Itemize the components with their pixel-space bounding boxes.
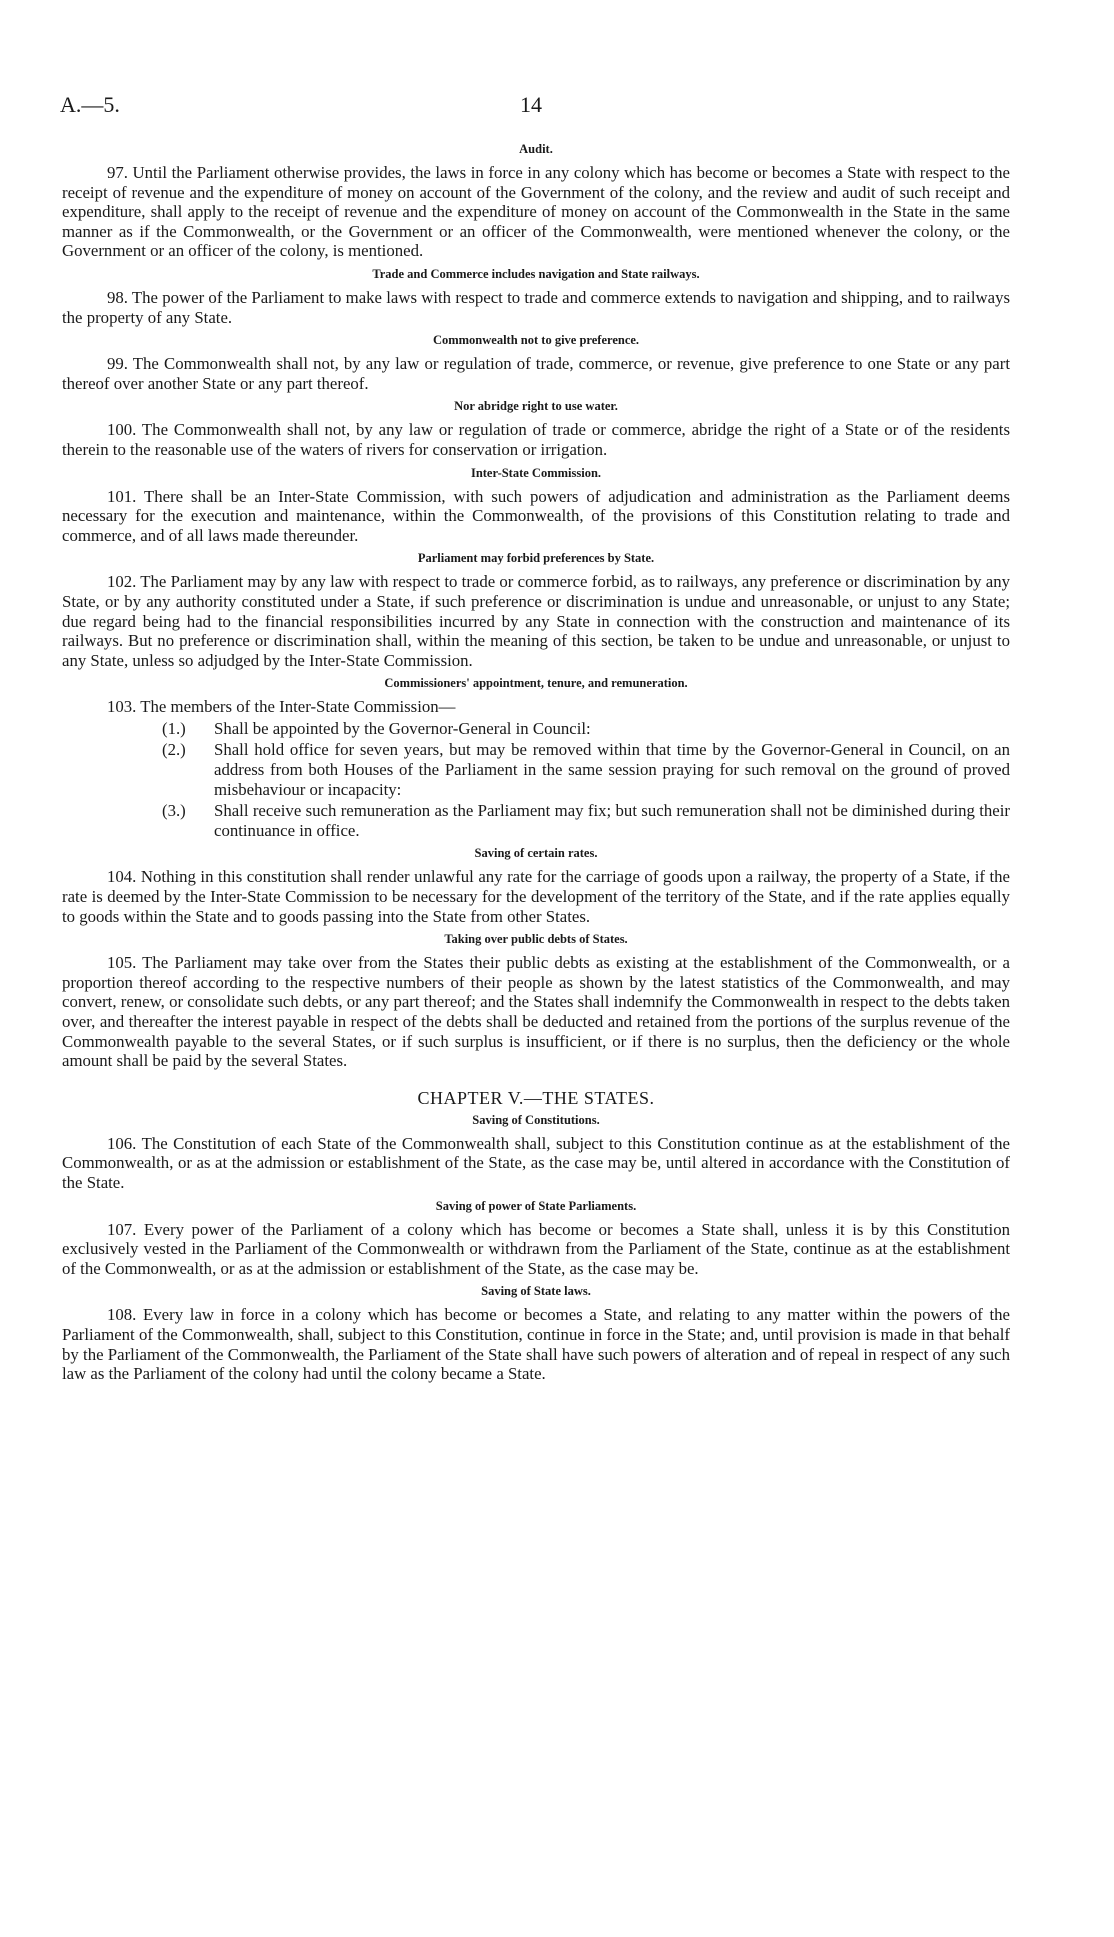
side-heading-trade-commerce: Trade and Commerce includes navigation and State railways. — [372, 266, 700, 281]
side-heading-public-debts: Taking over public debts of States. — [444, 932, 628, 947]
side-heading-audit: Audit. — [519, 142, 553, 156]
side-heading-saving-constitutions: Saving of Constitutions. — [472, 1112, 600, 1127]
item-number: (2.) — [162, 740, 186, 760]
section-103-item — [62, 740, 1010, 799]
chapter-title: CHAPTER V.—THE STATES. — [417, 1087, 655, 1108]
section-105: 105. The Parliament may take over from the States their public debts as existing at the establishment of the Commonwealth, or a proportion thereof according to the respective numbers of their people as shown by the latest statistics of the Commonwealth, and may convert, renew, or consolidate such debts, or any part thereof; and the States shall indemnify the Commonwealth in respect to the debts taken over, and thereafter the interest payable in respect of the debts shall be deducted and retained from the portions of the surplus revenue of the Commonwealth payable to the several States, or if such surplus is insufficient, or if there is no surplus, then the deficiency or the whole amount shall be paid by the several States. — [62, 953, 1010, 1071]
document-body — [62, 142, 1010, 1384]
side-heading-state-laws: Saving of State laws. — [481, 1284, 591, 1299]
side-heading-commissioners: Commissioners' appointment, tenure, and remuneration. — [384, 676, 688, 691]
section-99: 99. The Commonwealth shall not, by any law or regulation of trade, commerce, or revenue, give preference to one State or any part thereof over another State or any part thereof. — [62, 354, 1010, 393]
side-heading-saving-rates: Saving of certain rates. — [474, 846, 598, 861]
section-97: 97. Until the Parliament otherwise provides, the laws in force in any colony which has become or becomes a State with respect to the receipt of revenue and the expenditure of money on account of the Government of the colony, and the review and audit of such receipt and expenditure, shall apply to the receipt of revenue and the expenditure of money on account of the Commonwealth in the State in the same manner as if the Commonwealth, or the Government or an officer of the Commonwealth, were mentioned whenever the colony, or the Government or an officer of the colony, is mentioned. — [62, 163, 1010, 261]
section-102: 102. The Parliament may by any law with respect to trade or commerce forbid, as to railways, any preference or discrimination by any State, or by any authority constituted under a State, if such preference or discrimination is undue and unreasonable, or unjust to any State; due regard being had to the financial responsibilities incurred by any State in connection with the construction and maintenance of its railways. But no preference or discrimination shall, within the meaning of this section, be taken to be undue and unreasonable, or unjust to any State, unless so adjudged by the Inter-State Commission. — [62, 572, 1010, 670]
document-reference: A.—5. — [60, 92, 120, 117]
side-heading-forbid-preferences: Parliament may forbid preferences by State. — [417, 551, 655, 566]
section-103-intro: 103. The members of the Inter-State Commission— — [107, 697, 456, 717]
side-heading-water: Nor abridge right to use water. — [454, 399, 618, 414]
section-98: 98. The power of the Parliament to make laws with respect to trade and commerce extends to navigation and shipping, and to railways the property of any State. — [62, 287, 1010, 327]
side-heading-inter-state-commission: Inter-State Commission. — [470, 465, 602, 480]
item-number: (3.) — [162, 801, 186, 821]
item-number: (1.) — [162, 718, 186, 738]
section-101: 101. There shall be an Inter-State Commission, with such powers of adjudication and administration as the Parliament deems necessary for the execution and maintenance, within the Commonwealth, of the provisions of this Constitution relating to trade and commerce, and of all laws made thereunder. — [62, 486, 1010, 545]
side-heading-state-parliaments: Saving of power of State Parliaments. — [435, 1198, 637, 1213]
section-103-item — [62, 719, 1010, 739]
section-107: 107. Every power of the Parliament of a colony which has become or becomes a State shall, unless it is by this Constitution exclusively vested in the Parliament of the Commonwealth or withdrawn from the Parliament of the State, continue as at the establishment of the Commonwealth, or as at the admission or establishment of the State, as the case may be. — [62, 1219, 1010, 1278]
section-108: 108. Every law in force in a colony which has become or becomes a State, and relating to any matter within the powers of the Parliament of the Commonwealth, shall, subject to this Constitution, continue in force in the State; and, until provision is made in that behalf by the Parliament of the Commonwealth, the Parliament of the State shall have such powers of alteration and of repeal in respect of any such law as the Parliament of the colony had until the colony became a State. — [62, 1305, 1010, 1384]
section-100: 100. The Commonwealth shall not, by any law or regulation of trade or commerce, abridge the right of a State or of the residents therein to the reasonable use of the waters of rivers for conservation or irrigation. — [62, 420, 1010, 459]
item-text: Shall hold office for seven years, but may be removed within that time by the Governor-General in Council, on an address from both Houses of the Parliament in the same session praying for such removal on the ground of proved misbehaviour or incapacity: — [214, 740, 1010, 799]
section-106: 106. The Constitution of each State of the Commonwealth shall, subject to this Constitution continue as at the establishment of the Commonwealth, or as at the admission or establishment of the State, as the case may be, until altered in accordance with the Constitution of the State. — [62, 1133, 1010, 1192]
page-number: 14 — [520, 92, 542, 117]
section-103-item — [62, 801, 1010, 840]
item-text: Shall receive such remuneration as the Parliament may fix; but such remuneration shall not be diminished during their continuance in office. — [214, 801, 1010, 840]
page-header — [0, 92, 1114, 122]
section-104: 104. Nothing in this constitution shall render unlawful any rate for the carriage of goods upon a railway, the property of a State, if the rate is deemed by the Inter-State Commission to be necessary for the development of the territory of the State, and if the rate applies equally to goods within the State and to goods passing into the State from other States. — [62, 867, 1010, 926]
item-text: Shall be appointed by the Governor-General in Council: — [214, 718, 591, 738]
side-heading-no-preference: Commonwealth not to give preference. — [432, 333, 640, 348]
